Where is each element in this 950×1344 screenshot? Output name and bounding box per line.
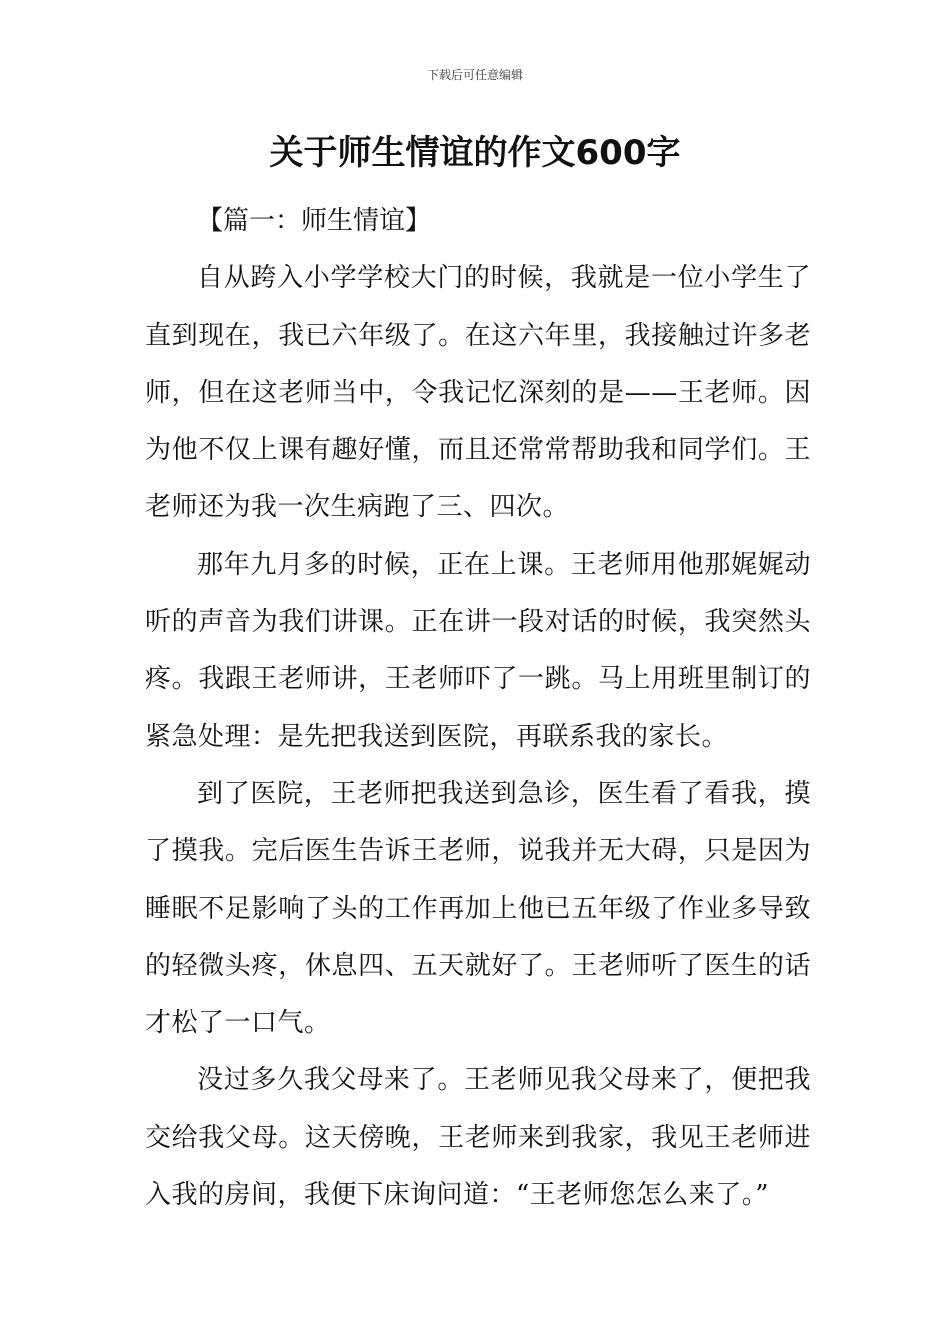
section-heading: 【篇一：师生情谊】 xyxy=(197,206,432,236)
document-title: 关于师生情谊的作文600字 xyxy=(269,133,681,173)
paragraph-1: 自从跨入小学学校大门的时候，我就是一位小学生了直到现在，我已六年级了。在这六年里，我接触过许多老师，但在这老师当中，令我记忆深刻的是——王老师。因为他不仅上课有趣好懂，而且还常常帮助我和同学们。王老师还为我一次生病跑了三、四次。 xyxy=(145,263,811,523)
paragraph-2: 那年九月多的时候，正在上课。王老师用他那娓娓动听的声音为我们讲课。正在讲一段对话的时候，我突然头疼。我跟王老师讲，王老师吓了一跳。马上用班里制订的紧急处理：是先把我送到医院，再联系我的家长。 xyxy=(145,549,811,752)
header-note: 下载后可任意编辑 xyxy=(426,68,523,82)
paragraph-4: 没过多久我父母来了。王老师见我父母来了，便把我交给我父母。这天傍晚，王老师来到我家，我见王老师进入我的房间，我便下床询问道：“王老师您怎么来了。” xyxy=(145,1065,811,1211)
paragraph-3: 到了医院，王老师把我送到急诊，医生看了看我，摸了摸我。完后医生告诉王老师，说我并无大碍，只是因为睡眠不足影响了头的工作再加上他已五年级了作业多导致的轻微头疼，休息四、五天就好了。王老师听了医生的话才松了一口气。 xyxy=(145,778,811,1039)
document-body xyxy=(145,193,811,1224)
